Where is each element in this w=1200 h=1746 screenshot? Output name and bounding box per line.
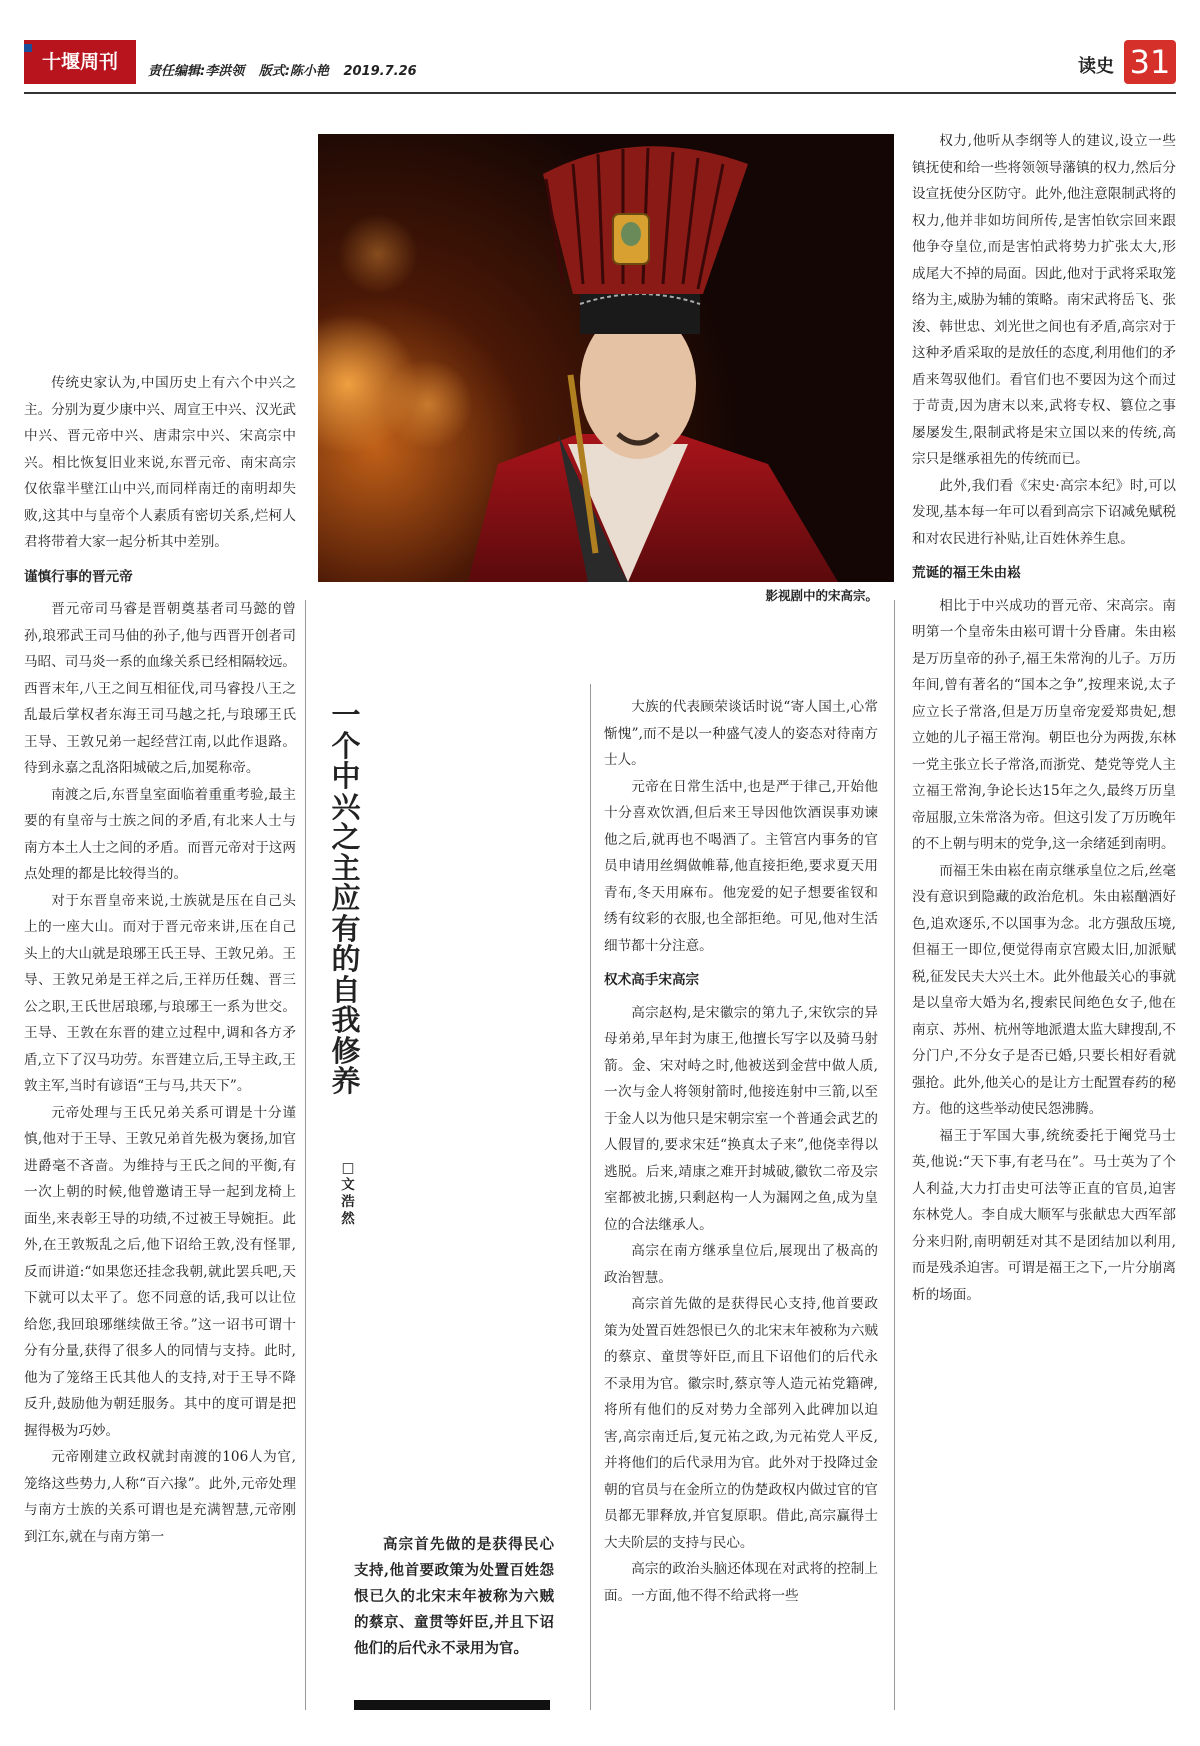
paragraph: 南渡之后,东晋皇室面临着重重考验,最主要的有皇帝与士族之间的矛盾,有北来人士与南方本土人士之间的矛盾。而晋元帝对于这两点处理的都是比较得当的。 [24, 786, 296, 882]
page-number: 31 [1124, 40, 1176, 84]
paragraph: 而福王朱由崧在南京继承皇位之后,丝毫没有意识到隐藏的政治危机。朱由崧酗酒好色,追欢逐乐,不以国事为念。北方强敌压境,但福王一即位,便觉得南京宫殿太旧,加派赋税,征发民夫大兴土木。此外他最关心的事就是以皇帝大婚为名,搜索民间绝色女子,他在南京、苏州、杭州等地派遣太监大肆搜刮,不分门户,不分女子是否已婚,只要长相好看就强抢。此外,他关心的是让方士配置春药的秘方。他的这些举动使民怨沸腾。 [912, 862, 1176, 1117]
paragraph: 相比于中兴成功的晋元帝、宋高宗。南明第一个皇帝朱由崧可谓十分昏庸。朱由崧是万历皇帝的孙子,福王朱常洵的儿子。万历年间,曾有著名的“国本之争”,按理来说,太子应立长子常洛,但是万历皇帝宠爱郑贵妃,想立她的儿子福王常洵。朝臣也分为两拨,东林一党主张立长子常洛,而浙党、楚党等党人主立福王常洵,争论长达15年之久,最终万历皇帝屈服,立朱常洛为帝。但这引发了万历晚年的不上朝与明末的党争,这一余绪延到南明。 [912, 597, 1176, 852]
paragraph: 元帝在日常生活中,也是严于律己,开始他十分喜欢饮酒,但后来王导因他饮酒误事劝谏他之后,就再也不喝酒了。主管宫内事务的官员申请用丝绸做帷幕,他直接拒绝,要求夏天用青布,冬天用麻布。他宠爱的妃子想要雀钗和绣有纹彩的衣服,也全部拒绝。可见,他对生活细节都十分注意。 [604, 778, 878, 954]
column-divider [894, 600, 895, 1710]
subheading-jin-yuandi: 谨慎行事的晋元帝 [24, 568, 133, 585]
paragraph: 晋元帝司马睿是晋朝奠基者司马懿的曾孙,琅邪武王司马伷的孙子,他与西晋开创者司马昭、司马炎一系的血缘关系已经相隔较远。西晋末年,八王之间互相征伐,司马睿投八王之乱最后掌权者东海王司马越之托,与琅琊王氏王导、王敦兄弟一起经营江南,以此作退路。待到永嘉之乱洛阳城破之后,加冕称帝。 [24, 601, 296, 776]
paragraph: 高宗在南方继承皇位后,展现出了极高的政治智慧。 [604, 1243, 878, 1286]
photo-caption: 影视剧中的宋高宗。 [765, 588, 878, 603]
page-header [24, 40, 1176, 88]
paragraph: 此外,我们看《宋史·高宗本纪》时,可以发现,基本每一年可以看到高宗下诏减免赋税和对农民进行补贴,让百姓休养生息。 [912, 477, 1176, 547]
header-rule [24, 92, 1176, 94]
pull-quote [354, 1532, 554, 1662]
intro-paragraph: 传统史家认为,中国历史上有六个中兴之主。分别为夏少康中兴、周宣王中兴、汉光武中兴、晋元帝中兴、唐肃宗中兴、宋高宗中兴。相比恢复旧业来说,东晋元帝、南宋高宗仅依靠半壁江山中兴,而同样南迁的南明却失败,这其中与皇帝个人素质有密切关系,烂柯人君将带着大家一起分析其中差别。 [24, 375, 296, 550]
paragraph: 权力,他听从李纲等人的建议,设立一些镇抚使和给一些将领领导藩镇的权力,然后分设宣抚使分区防守。此外,他注意限制武将的权力,他并非如坊间所传,是害怕钦宗回来跟他争夺皇位,而是害怕武将势力扩张太大,形成尾大不掉的局面。因此,他对于武将采取笼络为主,威胁为辅的策略。南宋武将岳飞、张浚、韩世忠、刘光世之间也有矛盾,高宗对于这种矛盾采取的是放任的态度,利用他们的矛盾来驾驭他们。看官们也不要因为这个而过于苛责,因为唐末以来,武将专权、篡位之事屡屡发生,限制武将是宋立国以来的传统,高宗只是继承祖先的传统而已。 [912, 133, 1176, 467]
subheading-song-gaozong: 权术高手宋高宗 [604, 972, 700, 988]
newspaper-logo: 十堰周刊 [24, 40, 136, 84]
paragraph: 福王于军国大事,统统委托于阉党马士英,他说:“天下事,有老马在”。马士英为了个人利益,大力打击史可法等正直的官员,迫害东林党人。李自成大顺军与张献忠大西军部分来归附,南明朝廷对其不是团结加以利用,而是残杀迫害。可谓是福王之下,一片分崩离析的场面。 [912, 1127, 1176, 1303]
column-divider [305, 600, 306, 1710]
paragraph: 高宗的政治头脑还体现在对武将的控制上面。一方面,他不得不给武将一些 [604, 1561, 878, 1604]
paragraph: 大族的代表顾荣谈话时说“寄人国土,心常惭愧”,而不是以一种盛气凌人的姿态对待南方士人。 [604, 699, 878, 768]
paragraph: 对于东晋皇帝来说,士族就是压在自己头上的一座大山。而对于晋元帝来讲,压在自己头上的大山就是琅琊王氏王导、王敦兄弟。王导、王敦兄弟是王祥之后,王祥历任魏、晋三公之职,王氏世居琅琊,与琅琊王一系为世交。王导、王敦在东晋的建立过程中,调和各方矛盾,立下了汉马功劳。东晋建立后,王导主政,王敦主军,当时有谚语“王与马,共天下”。 [24, 892, 296, 1094]
column-1 [24, 370, 296, 1550]
article-author: □文浩然 [341, 1160, 355, 1227]
emperor-portrait-image [318, 134, 894, 582]
column-3 [604, 694, 878, 1609]
paragraph: 高宗首先做的是获得民心支持,他首要政策为处置百姓怨恨已久的北宋末年被称为六贼的蔡京、童贯等奸臣,而且下诏他们的后代永不录用为官。徽宗时,蔡京等人造元祐党籍碑,将所有他们的反对势力全部列入此碑加以迫害,高宗南迁后,复元祐之政,为元祐党人平反,并将他们的后代录用为官。此外对于投降过金朝的官员与在金所立的伪楚政权内做过官的官员都无罪释放,并官复原职。借此,高宗赢得士大夫阶层的支持与民心。 [604, 1296, 878, 1551]
column-divider [590, 684, 591, 1710]
paragraph: 高宗赵构,是宋徽宗的第九子,宋钦宗的异母弟弟,早年封为康王,他擅长写字以及骑马射箭。金、宋对峙之时,他被送到金营中做人质,一次与金人将领射箭时,他接连射中三箭,以至于金人以为他只是宋朝宗室一个普通会武艺的人假冒的,要求宋廷“换真太子来”,他侥幸得以逃脱。后来,靖康之难开封城破,徽钦二帝及宗室都被北掳,只剩赵构一人为漏网之鱼,成为皇位的合法继承人。 [604, 1004, 878, 1233]
pull-quote-bar [354, 1700, 550, 1710]
column-4 [912, 128, 1176, 1308]
paragraph: 元帝刚建立政权就封南渡的106人为官,笼络这些势力,人称“百六掾”。此外,元帝处理与南方士族的关系可谓也是充满智慧,元帝刚到江东,就在与南方第一 [24, 1449, 296, 1545]
layout-credit: 版式:陈小艳 [258, 64, 329, 79]
editor-meta [148, 60, 427, 79]
section-name: 读史 [1078, 56, 1114, 77]
subheading-fu-wang: 荒诞的福王朱由崧 [912, 565, 1021, 581]
editor-credit: 责任编辑:李洪领 [148, 64, 245, 79]
paragraph: 元帝处理与王氏兄弟关系可谓是十分谨慎,他对于王导、王敦兄弟首先极为褒扬,加官进爵毫不吝啬。为维持与王氏之间的平衡,有一次上朝的时候,他曾邀请王导一起到龙椅上面坐,来表彰王导的功绩,不过被王导婉拒。此外,在王敦叛乱之后,他下诏给王敦,没有怪罪,反而讲道:“如果您还挂念我朝,就此罢兵吧,天下就可以太平了。您不同意的话,我可以让位给您,我回琅琊继续做王爷。”这一诏书可谓十分有分量,获得了很多人的同情与支持。此时,他为了笼络王氏其他人的支持,对于王导不降反升,鼓励他为朝廷服务。其中的度可谓是把握得极为巧妙。 [24, 1104, 296, 1439]
pull-quote-text: 高宗首先做的是获得民心支持,他首要政策为处置百姓怨恨已久的北宋末年被称为六贼的蔡京、童贯等奸臣,并且下诏他们的后代永不录用为官。 [354, 1536, 554, 1657]
article-photo [318, 134, 894, 582]
issue-date: 2019.7.26 [343, 64, 417, 79]
article-title: 一个中兴之主应有的自我修养 [331, 698, 361, 1098]
